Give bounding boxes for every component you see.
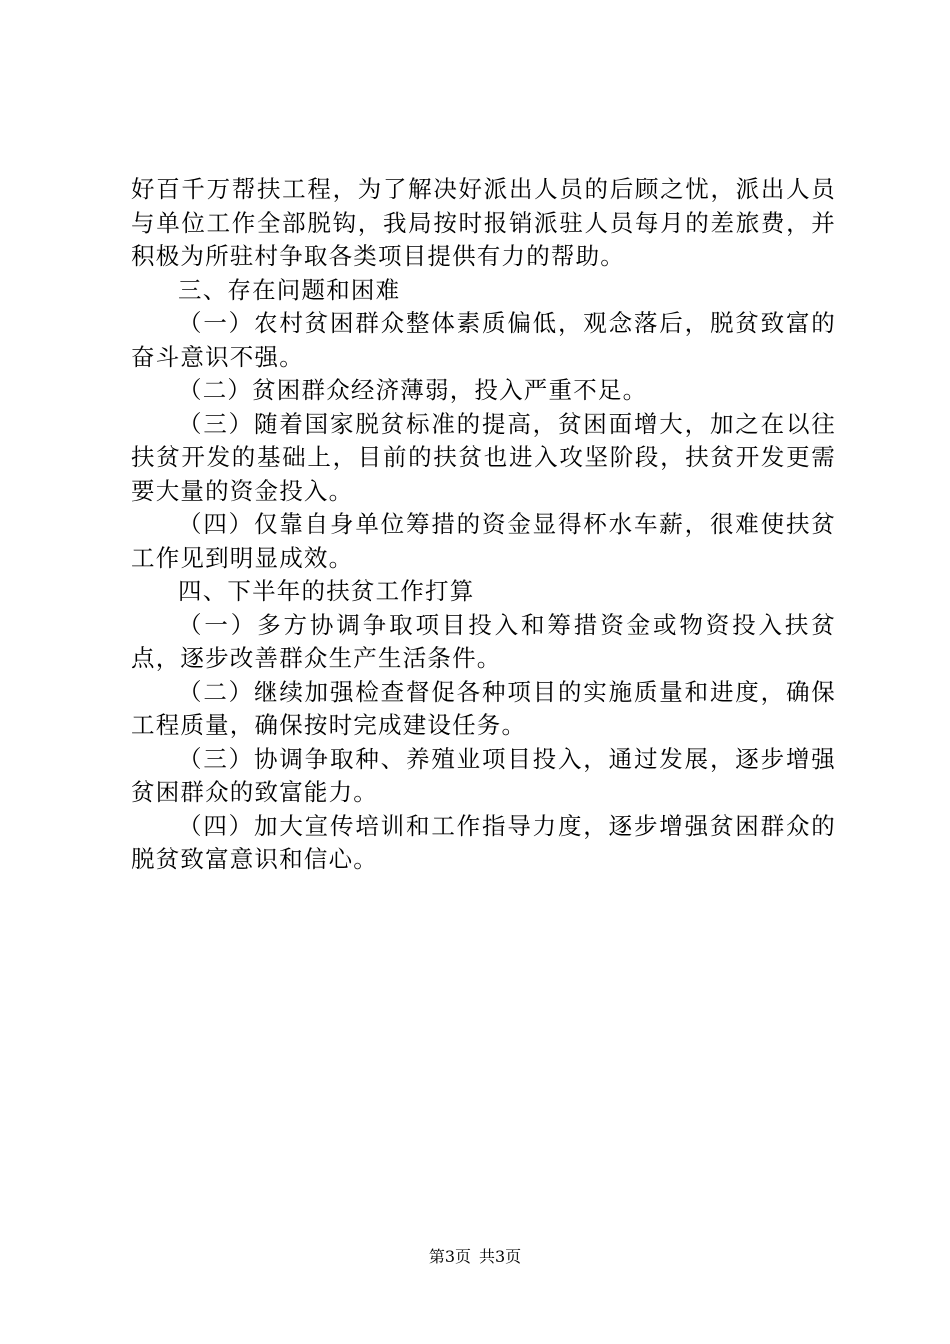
list-item: （一）多方协调争取项目投入和筹措资金或物资投入扶贫点，逐步改善群众生产生活条件。: [131, 610, 836, 672]
page-number: 第3页: [428, 1247, 471, 1266]
page-footer: [0, 1244, 950, 1267]
section-heading-problems: 三、存在问题和困难: [178, 275, 401, 304]
section-heading-plans: 四、下半年的扶贫工作打算: [178, 577, 475, 605]
list-item: （三）协调争取种、养殖业项目投入，通过发展，逐步增强贫困群众的致富能力。: [131, 744, 836, 806]
page-total: 共3页: [479, 1247, 522, 1266]
list-item: （四）加大宣传培训和工作指导力度，逐步增强贫困群众的脱贫致富意识和信心。: [131, 811, 836, 873]
document-body: [131, 173, 836, 877]
list-item: （四）仅靠自身单位筹措的资金显得杯水车薪，很难使扶贫工作见到明显成效。: [131, 510, 836, 572]
list-item: （三）随着国家脱贫标准的提高，贫困面增大，加之在以往扶贫开发的基础上，目前的扶贫也进入攻坚阶段，扶贫开发更需要大量的资金投入。: [131, 409, 836, 505]
list-item: （一）农村贫困群众整体素质偏低，观念落后，脱贫致富的奋斗意识不强。: [131, 309, 836, 371]
paragraph-continuation: 好百千万帮扶工程，为了解决好派出人员的后顾之忧，派出人员与单位工作全部脱钩，我局按时报销派驻人员每月的差旅费，并积极为所驻村争取各类项目提供有力的帮助。: [131, 175, 836, 270]
list-item: （二）继续加强检查督促各种项目的实施质量和进度，确保工程质量，确保按时完成建设任务。: [131, 677, 836, 739]
list-item: （二）贫困群众经济薄弱，投入严重不足。: [178, 376, 648, 404]
